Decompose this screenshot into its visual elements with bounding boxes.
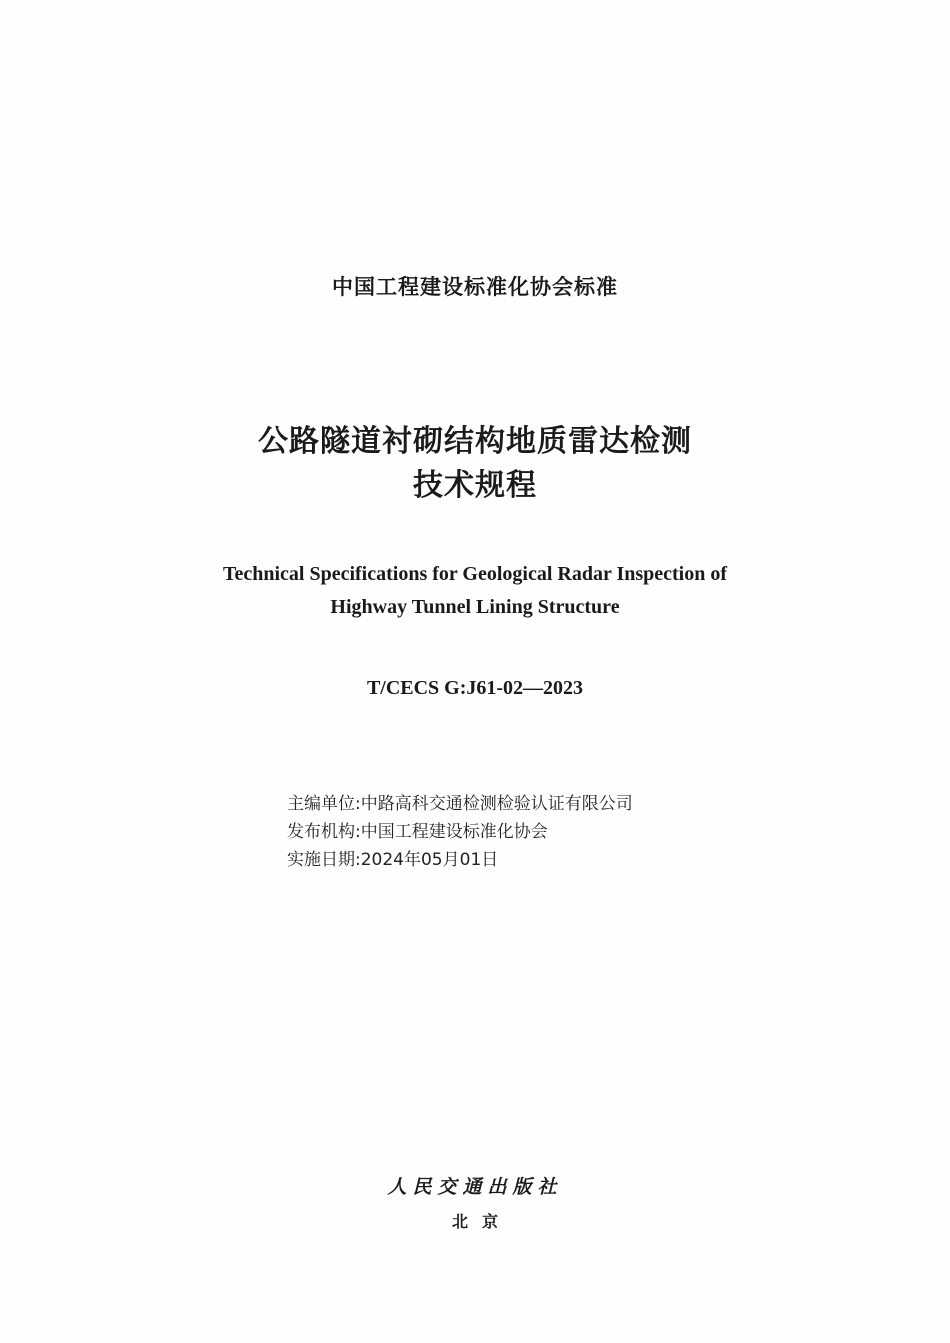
- chinese-title-line-1: 公路隧道衬砌结构地质雷达检测: [258, 424, 692, 459]
- publisher-name: 人民交通出版社: [387, 1176, 563, 1198]
- chinese-title-line-2: 技术规程: [413, 468, 537, 503]
- english-title: [0, 558, 950, 624]
- effective-date: 实施日期:2024年05月01日: [287, 850, 499, 870]
- chinese-title: [0, 420, 950, 508]
- document-metadata: [287, 790, 633, 874]
- editor-unit: 主编单位:中路高科交通检测检验认证有限公司: [287, 794, 633, 814]
- publisher-city: 北京: [451, 1212, 512, 1231]
- standard-series-label: 中国工程建设标准化协会标准: [332, 275, 618, 299]
- english-title-line-2: Highway Tunnel Lining Structure: [330, 596, 620, 618]
- issuing-organization: 发布机构:中国工程建设标准化协会: [287, 822, 548, 842]
- standard-code: T/CECS G:J61-02—2023: [366, 677, 584, 699]
- english-title-line-1: Technical Specifications for Geological Radar Inspection of: [222, 563, 728, 585]
